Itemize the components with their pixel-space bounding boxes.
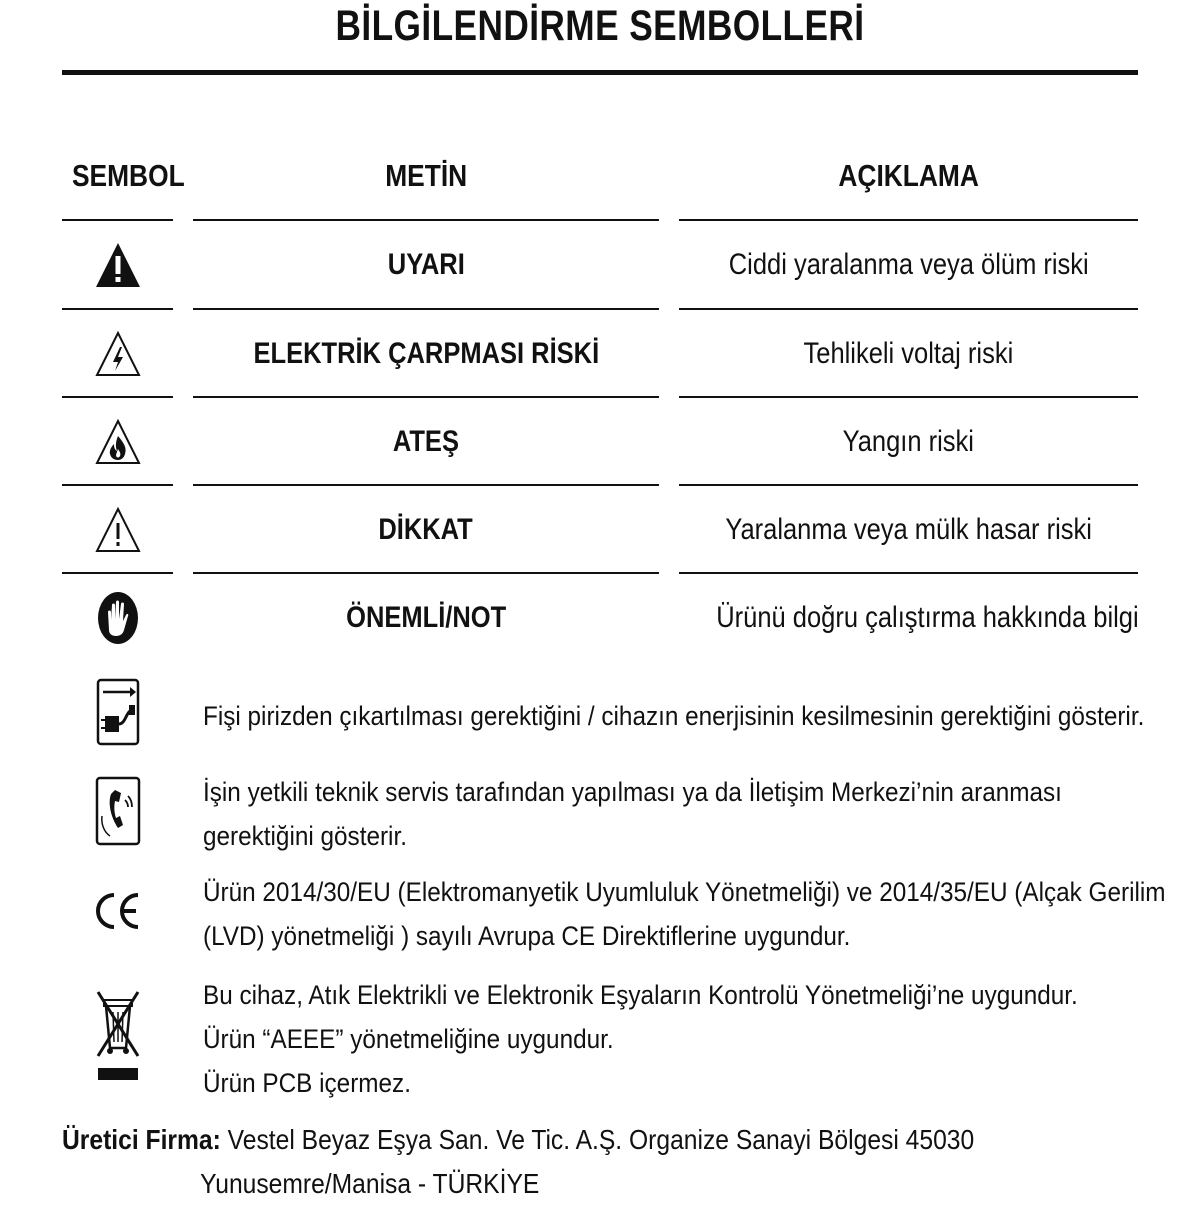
- ce-mark-icon: [62, 889, 173, 933]
- hand-stop-icon: [62, 574, 173, 662]
- info-ce-text: Ürün 2014/30/EU (Elektromanyetik Uyumluluk Yönetmeliği) ve 2014/35/EU (Alçak Gerilim (LVD) yönetmeliği ) sayılı Avrupa CE Direktiflerine uygundur.: [203, 877, 1166, 951]
- row-description: Tehlikeli voltaj riski: [803, 337, 1014, 370]
- header-symbol: SEMBOL: [71, 158, 185, 193]
- row-description: Ciddi yaralanma veya ölüm riski: [728, 248, 1089, 281]
- page-title: BİLGİLENDİRME SEMBOLLERİ: [335, 2, 865, 50]
- manufacturer-label: Üretici Firma:: [62, 1124, 221, 1155]
- header-description: AÇIKLAMA: [838, 158, 979, 193]
- info-weee-text: Bu cihaz, Atık Elektrikli ve Elektronik Eşyaların Kontrolü Yönetmeliği’ne uygundur. Ürün “AEEE” yönetmeliğine uygundur. Ürün PCB içermez.: [203, 980, 1078, 1098]
- service-phone-icon: [62, 776, 173, 846]
- row-text: ÖNEMLİ/NOT: [345, 601, 507, 634]
- fire-icon: [62, 398, 173, 486]
- info-service-text: İşin yetkili teknik servis tarafından yapılması ya da İletişim Merkezi’nin aranması gerektiğini gösterir.: [203, 777, 1062, 851]
- manufacturer-address-line1: Vestel Beyaz Eşya San. Ve Tic. A.Ş. Organize Sanayi Bölgesi 45030: [220, 1124, 975, 1155]
- row-text: ELEKTRİK ÇARPMASI RİSKİ: [253, 337, 599, 370]
- warning-filled-icon: [62, 221, 173, 309]
- manufacturer-info: [62, 1118, 1099, 1206]
- electric-shock-icon: [62, 310, 173, 398]
- title-divider: [62, 70, 1138, 75]
- row-text: ATEŞ: [392, 425, 460, 458]
- row-description: Yaralanma veya mülk hasar riski: [725, 513, 1092, 546]
- row-text: UYARI: [387, 248, 465, 281]
- row-description: Ürünü doğru çalıştırma hakkında bilgi: [716, 601, 1139, 634]
- caution-icon: [62, 486, 173, 574]
- weee-bin-icon: [62, 988, 173, 1084]
- unplug-icon: [62, 678, 173, 746]
- header-text: METİN: [385, 158, 467, 193]
- row-description: Yangın riski: [842, 425, 975, 458]
- manufacturer-address-line2: Yunusemre/Manisa - TÜRKİYE: [200, 1168, 540, 1199]
- row-text: DİKKAT: [378, 513, 474, 546]
- info-unplug-text: Fişi pirizden çıkartılması gerektiğini / cihazın enerjisinin kesilmesinin gerektiğini gösterir.: [203, 701, 1145, 731]
